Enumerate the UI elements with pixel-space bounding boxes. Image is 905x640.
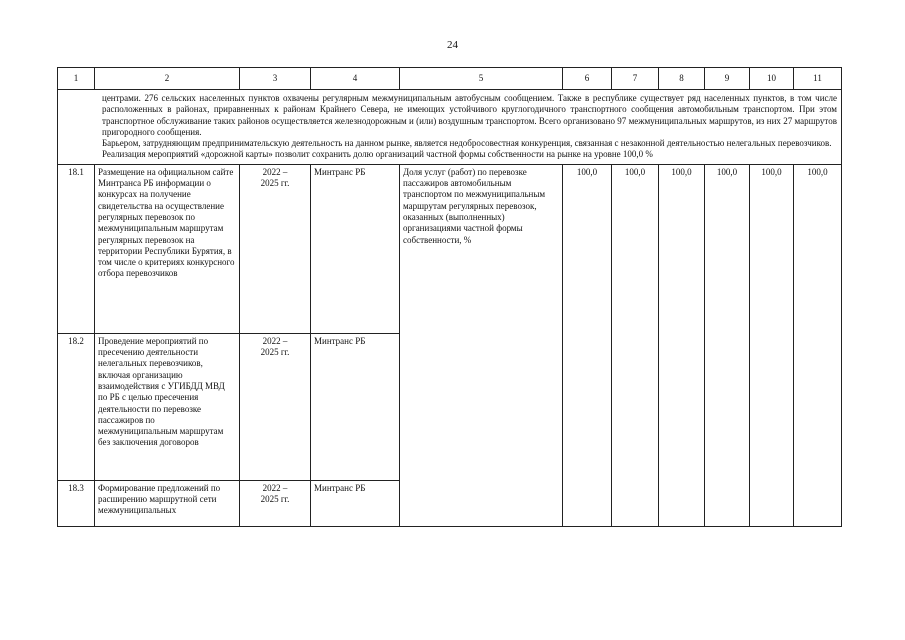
header-cell: 11 bbox=[794, 68, 842, 90]
row-number: 18.3 bbox=[58, 480, 95, 526]
header-cell: 8 bbox=[659, 68, 705, 90]
indicator-value bbox=[612, 164, 659, 526]
period-cell bbox=[240, 333, 311, 480]
roadmap-table bbox=[57, 67, 842, 527]
value: 100,0 bbox=[716, 166, 738, 177]
indicator-text: Доля услуг (работ) по перевозке пассажиров автомобильным транспортом по межмуниципальным маршрутам регулярных перевозок, оказанных (выполненных) организациями частной формы собственности, % bbox=[400, 164, 563, 526]
header-cell: 6 bbox=[563, 68, 612, 90]
executor: Минтранс РБ bbox=[311, 480, 400, 526]
indicator-value bbox=[705, 164, 750, 526]
executor: Минтранс РБ bbox=[311, 333, 400, 480]
period-end: 2025 гг. bbox=[260, 494, 290, 505]
intro-paragraph: Барьером, затрудняющим предпринимательскую деятельность на данном рынке, является недобросовестная конкуренция, связанная с незаконной деятельностью нелегальных перевозчиков. bbox=[102, 138, 832, 149]
header-cell: 10 bbox=[750, 68, 794, 90]
intro-paragraph: центрами. 276 сельских населенных пунктов охвачены регулярным межмуниципальным автобусным сообщением. Также в республике существует ряд населенных пунктов, в том числе расположенных в районах, приравненных к районам Крайнего Севера, не имеющих устойчивого круглогодичного транспортного сообщения автомобильным транспортом. При этом транспортное обслуживание таких районов осуществляется железнодорожным и (или) воздушным транспортом. Всего организовано 97 межмуниципальных маршрутов, из них 27 маршрутов пригородного сообщения. bbox=[102, 93, 837, 137]
measure-text: Размещение на официальном сайте Минтранса РБ информации о конкурсах на получение свидетельства на осуществление регулярных перевозок по межмуниципальным маршрутам регулярных перевозок на территории Республики Бурятия, в том числе о критериях конкурсного отбора перевозчиков bbox=[95, 164, 240, 333]
period-start: 2022 – bbox=[262, 335, 288, 346]
header-cell: 2 bbox=[95, 68, 240, 90]
period-end: 2025 гг. bbox=[260, 347, 290, 358]
measure-text: Проведение мероприятий по пресечению деятельности нелегальных перевозчиков, включая организацию взаимодействия с УГИБДД МВД по РБ с целью пресечения деятельности по перевозке пассажиров по межмуниципальным маршрутам без заключения договоров bbox=[95, 333, 240, 480]
intro-text-cell bbox=[58, 90, 842, 165]
value: 100,0 bbox=[761, 166, 782, 177]
indicator-value bbox=[659, 164, 705, 526]
row-number: 18.2 bbox=[58, 333, 95, 480]
value: 100,0 bbox=[671, 166, 692, 177]
indicator-value bbox=[750, 164, 794, 526]
header-cell: 4 bbox=[311, 68, 400, 90]
period-start: 2022 – bbox=[262, 482, 288, 493]
intro-paragraph: Реализация мероприятий «дорожной карты» позволит сохранить долю организаций частной формы собственности на рынке на уровне 100,0 % bbox=[102, 149, 653, 160]
row-number: 18.1 bbox=[58, 164, 95, 333]
value: 100,0 bbox=[807, 166, 828, 177]
period-cell bbox=[240, 480, 311, 526]
header-cell: 7 bbox=[612, 68, 659, 90]
table-row bbox=[58, 164, 842, 333]
header-cell: 9 bbox=[705, 68, 750, 90]
period-end: 2025 гг. bbox=[260, 178, 290, 189]
period-start: 2022 – bbox=[262, 166, 288, 177]
period-cell bbox=[240, 164, 311, 333]
header-cell: 1 bbox=[58, 68, 95, 90]
value: 100,0 bbox=[576, 166, 598, 177]
indicator-value bbox=[794, 164, 842, 526]
indicator-value-2020 bbox=[563, 164, 612, 526]
value: 100,0 bbox=[624, 166, 646, 177]
measure-text: Формирование предложений по расширению маршрутной сети межмуниципальных bbox=[95, 480, 240, 526]
page-number: 24 bbox=[447, 39, 458, 51]
header-cell: 3 bbox=[240, 68, 311, 90]
executor: Минтранс РБ bbox=[311, 164, 400, 333]
intro-row bbox=[58, 90, 842, 165]
header-row bbox=[58, 68, 842, 90]
header-cell: 5 bbox=[400, 68, 563, 90]
